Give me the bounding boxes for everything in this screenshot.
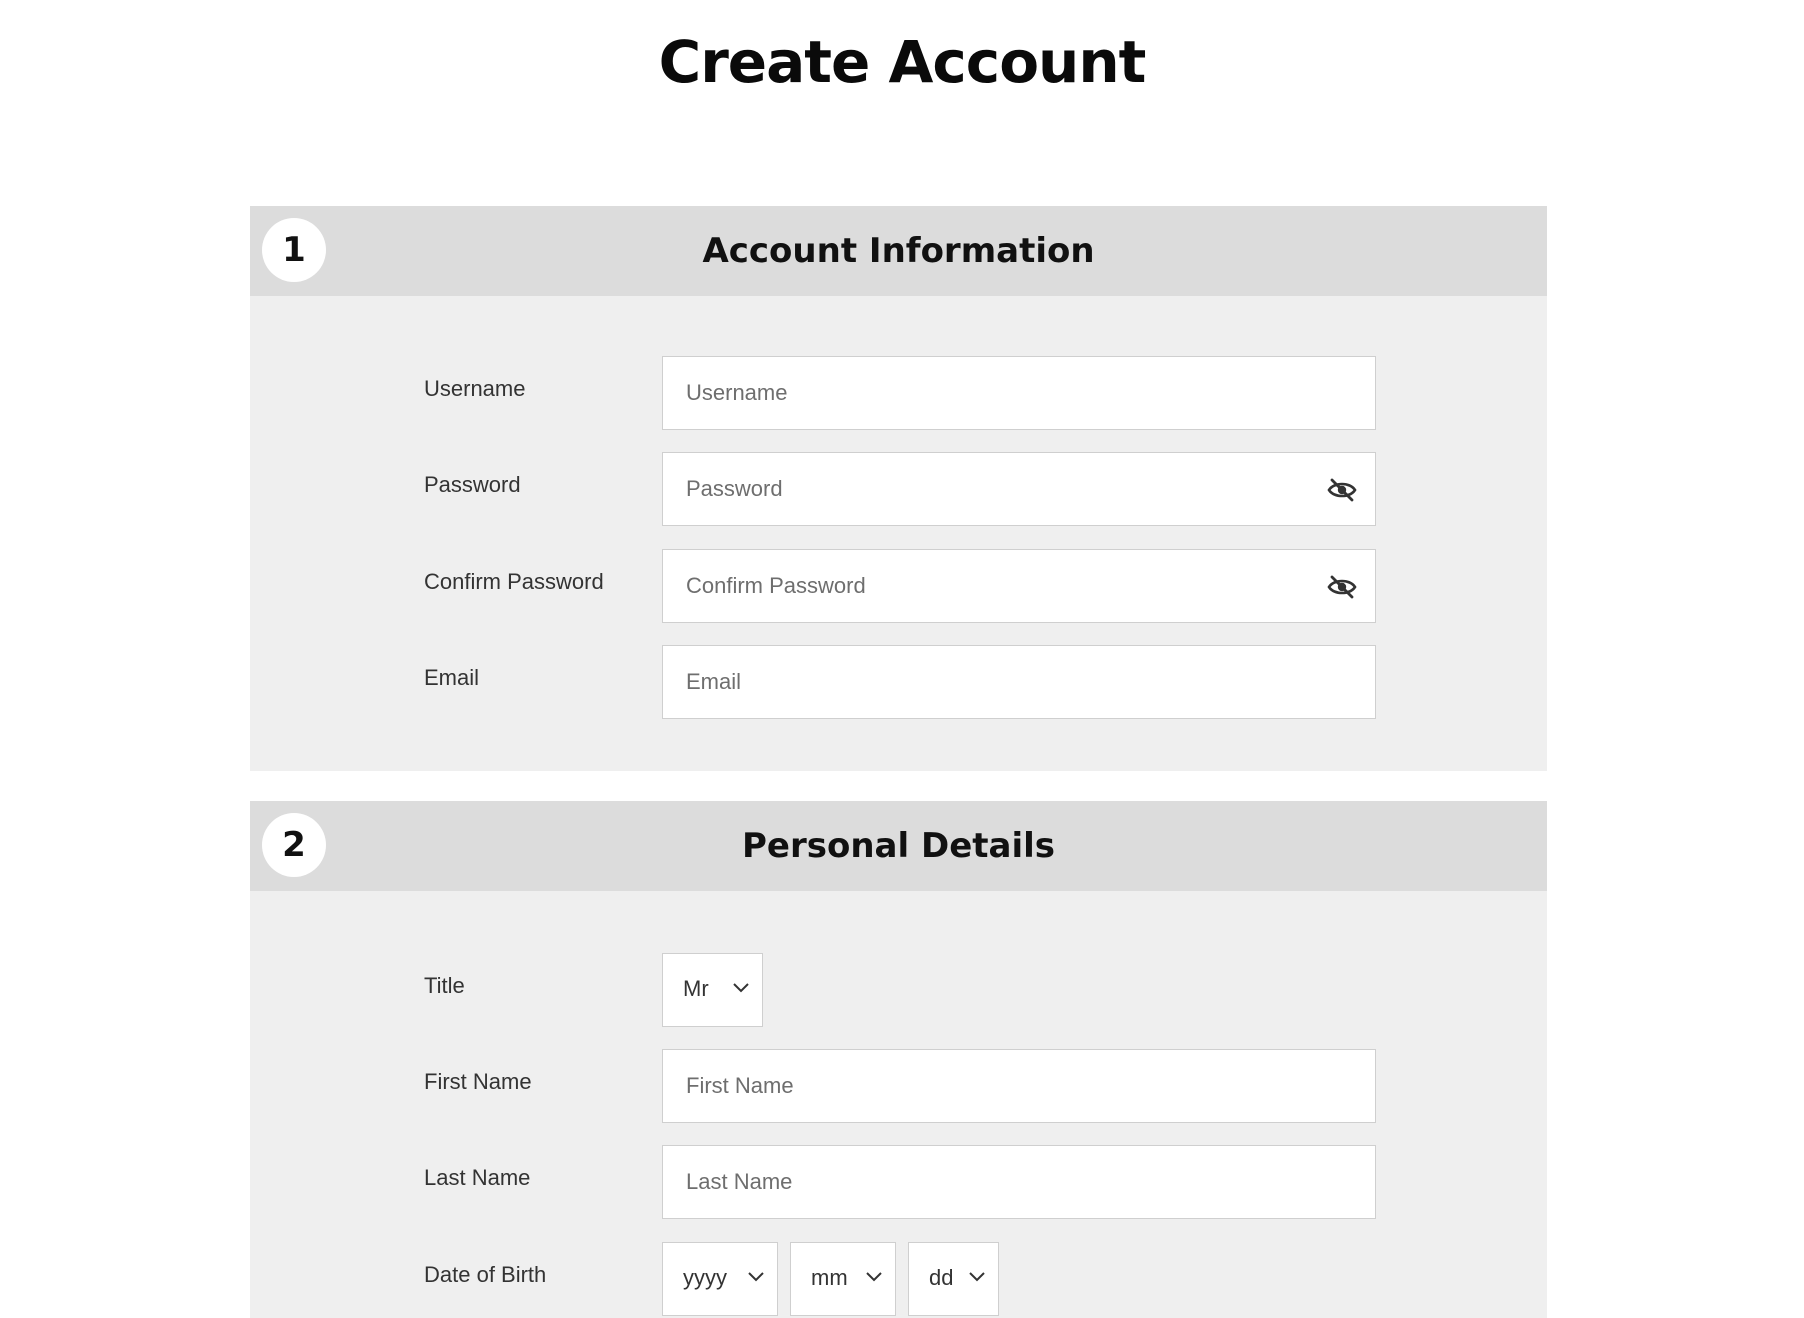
chevron-down-icon — [732, 982, 750, 994]
chevron-down-icon — [865, 1271, 883, 1283]
username-label: Username — [424, 376, 526, 401]
password-input[interactable] — [663, 453, 1306, 525]
password-label: Password — [424, 472, 521, 497]
confirm-password-field-box — [662, 549, 1376, 623]
date-of-birth-row — [250, 1242, 1547, 1316]
birth-day-select[interactable] — [908, 1242, 999, 1316]
last-name-label: Last Name — [424, 1165, 531, 1190]
email-label: Email — [424, 665, 480, 690]
last-name-field-box — [662, 1145, 1376, 1219]
title-label: Title — [424, 973, 465, 998]
eye-slash-icon[interactable] — [1327, 477, 1357, 503]
email-field-box — [662, 645, 1376, 719]
section-header — [250, 801, 1547, 891]
birth-year-select[interactable] — [662, 1242, 778, 1316]
confirm-password-row — [250, 549, 1547, 623]
first-name-label: First Name — [424, 1069, 532, 1094]
title-select-value: Mr — [683, 976, 709, 1001]
password-field-box — [662, 452, 1376, 526]
section-header — [250, 206, 1547, 296]
page-title: Create Account — [658, 28, 1146, 96]
section-title: Personal Details — [741, 826, 1055, 866]
title-row — [250, 953, 1547, 1027]
birth-day-value: dd — [929, 1265, 954, 1290]
last-name-row — [250, 1145, 1547, 1219]
account-information-section — [250, 206, 1547, 771]
section-title: Account Information — [702, 231, 1095, 271]
chevron-down-icon — [747, 1271, 765, 1283]
username-input[interactable] — [663, 357, 1306, 429]
username-row — [250, 356, 1547, 430]
first-name-field-box — [662, 1049, 1376, 1123]
step-badge: 1 — [262, 218, 326, 282]
first-name-input[interactable] — [663, 1050, 1306, 1122]
personal-details-section — [250, 801, 1547, 1318]
first-name-row — [250, 1049, 1547, 1123]
title-select[interactable] — [662, 953, 763, 1027]
chevron-down-icon — [968, 1271, 986, 1283]
step-badge: 2 — [262, 813, 326, 877]
date-of-birth-label: Date of Birth — [424, 1262, 547, 1287]
last-name-input[interactable] — [663, 1146, 1306, 1218]
confirm-password-label: Confirm Password — [424, 569, 604, 594]
birth-month-select[interactable] — [790, 1242, 896, 1316]
birth-year-value: yyyy — [683, 1265, 727, 1290]
username-field-box — [662, 356, 1376, 430]
password-row — [250, 452, 1547, 526]
eye-slash-icon[interactable] — [1327, 574, 1357, 600]
email-row — [250, 645, 1547, 719]
birth-month-value: mm — [811, 1265, 848, 1290]
email-input[interactable] — [663, 646, 1306, 718]
confirm-password-input[interactable] — [663, 550, 1306, 622]
